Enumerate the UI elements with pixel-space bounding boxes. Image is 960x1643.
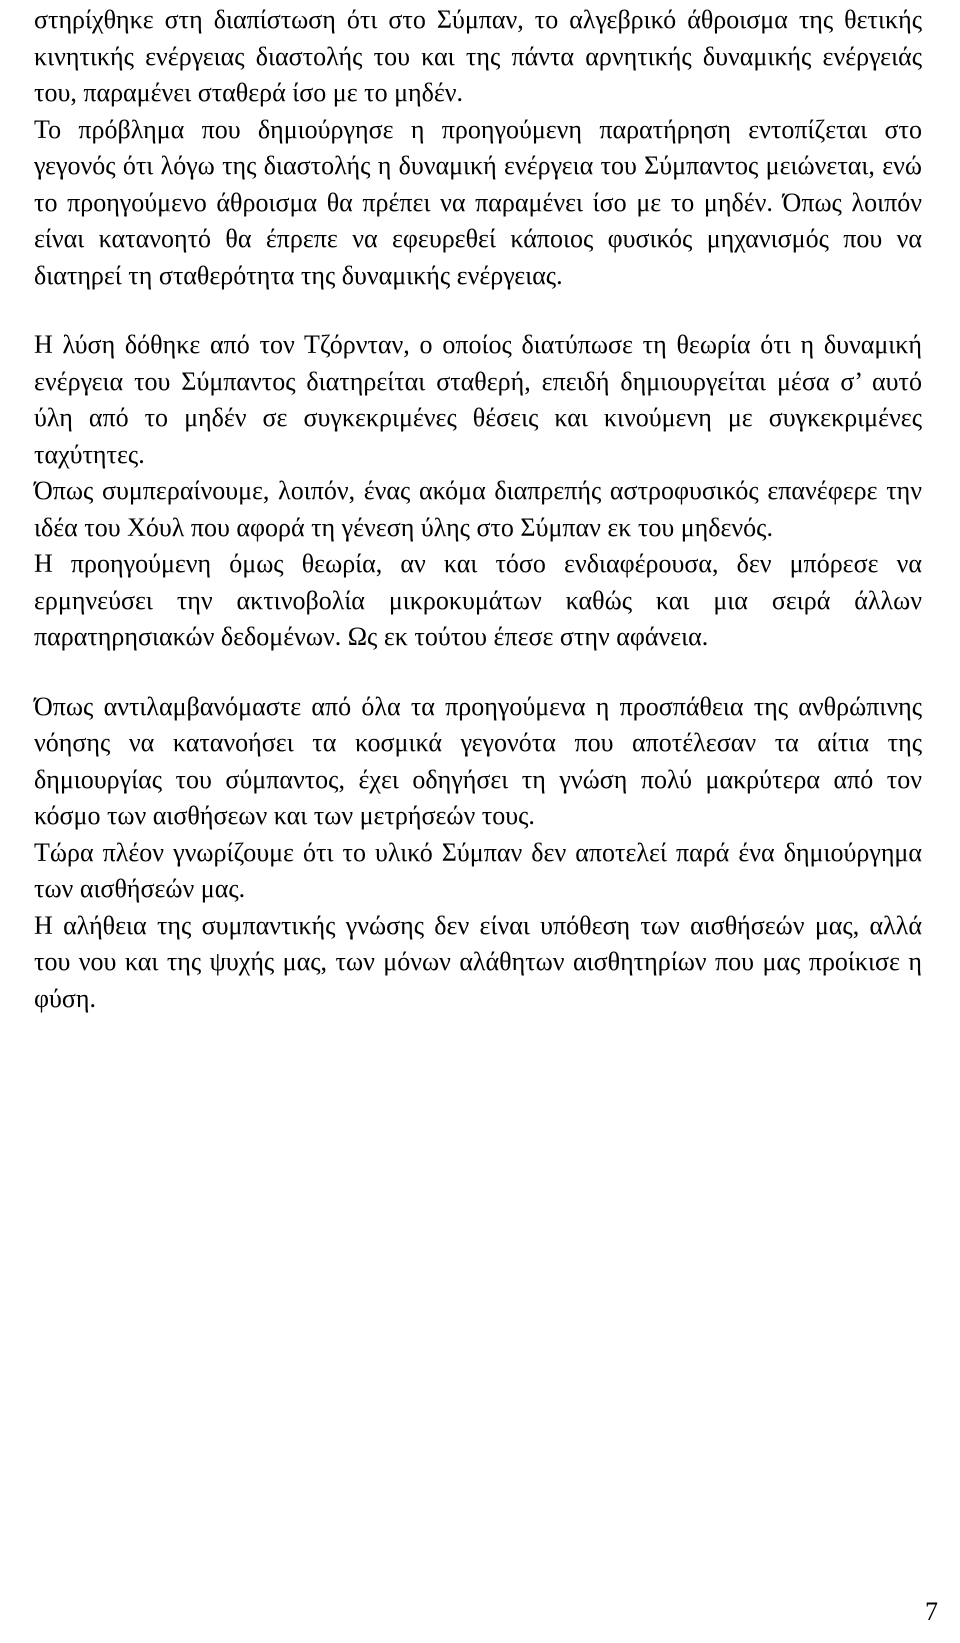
paragraph-5: Η προηγούμενη όμως θεωρία, αν και τόσο ενδιαφέρουσα, δεν μπόρεσε να ερμηνεύσει την ακτινοβολία μικροκυμάτων καθώς και μια σειρά άλλων παρατηρησιακών δεδομένων. Ως εκ τούτου έπεσε στην αφάνεια. <box>34 549 922 651</box>
paragraph-4: Όπως συμπεραίνουμε, λοιπόν, ένας ακόμα διαπρεπής αστροφυσικός επανέφερε την ιδέα του Χόυλ που αφορά τη γένεση ύλης στο Σύμπαν εκ του μηδενός. <box>34 476 922 542</box>
paragraph-1: στηρίχθηκε στη διαπίστωση ότι στο Σύμπαν, το αλγεβρικό άθροισμα της θετικής κινητικής ενέργειας διαστολής του και της πάντα αρνητικής δυναμικής ενέργειάς του, παραμένει σταθερά ίσο με το μηδέν. <box>34 5 922 107</box>
paragraph-3: Η λύση δόθηκε από τον Τζόρνταν, ο οποίος διατύπωσε τη θεωρία ότι η δυναμική ενέργεια του Σύμπαντος διατηρείται σταθερή, επειδή δημιουργείται μέσα σ’ αυτό ύλη από το μηδέν σε συγκεκριμένες θέσεις και κινούμενη με συγκεκριμένες ταχύτητες. <box>34 330 922 469</box>
body-text <box>34 2 922 1017</box>
paragraph-7: Τώρα πλέον γνωρίζουμε ότι το υλικό Σύμπαν δεν αποτελεί παρά ένα δημιούργημα των αισθήσεών μας. <box>34 837 922 903</box>
paragraph-6: Όπως αντιλαμβανόμαστε από όλα τα προηγούμενα η προσπάθεια της ανθρώπινης νόησης να κατανοήσει τα κοσμικά γεγονότα που αποτέλεσαν τα αίτια της δημιουργίας του σύμπαντος, έχει οδηγήσει τη γνώση πολύ μακρύτερα από τον κόσμο των αισθήσεων και των μετρήσεών τους. <box>34 691 922 830</box>
page-number: 7 <box>925 1597 938 1626</box>
paragraph-8: Η αλήθεια της συμπαντικής γνώσης δεν είναι υπόθεση των αισθήσεών μας, αλλά του νου και της ψυχής μας, των μόνων αλάθητων αισθητηρίων που μας προίκισε η φύση. <box>34 910 922 1013</box>
paragraph-2: Το πρόβλημα που δημιούργησε η προηγούμενη παρατήρηση εντοπίζεται στο γεγονός ότι λόγω της διαστολής η δυναμική ενέργεια του Σύμπαντος μειώνεται, ενώ το προηγούμενο άθροισμα θα πρέπει να παραμένει ίσο με το μηδέν. Όπως λοιπόν είναι κατανοητό θα έπρεπε να εφευρεθεί κάποιος φυσικός μηχανισμός που να διατηρεί τη σταθερότητα της δυναμικής ενέργειας. <box>34 114 922 290</box>
